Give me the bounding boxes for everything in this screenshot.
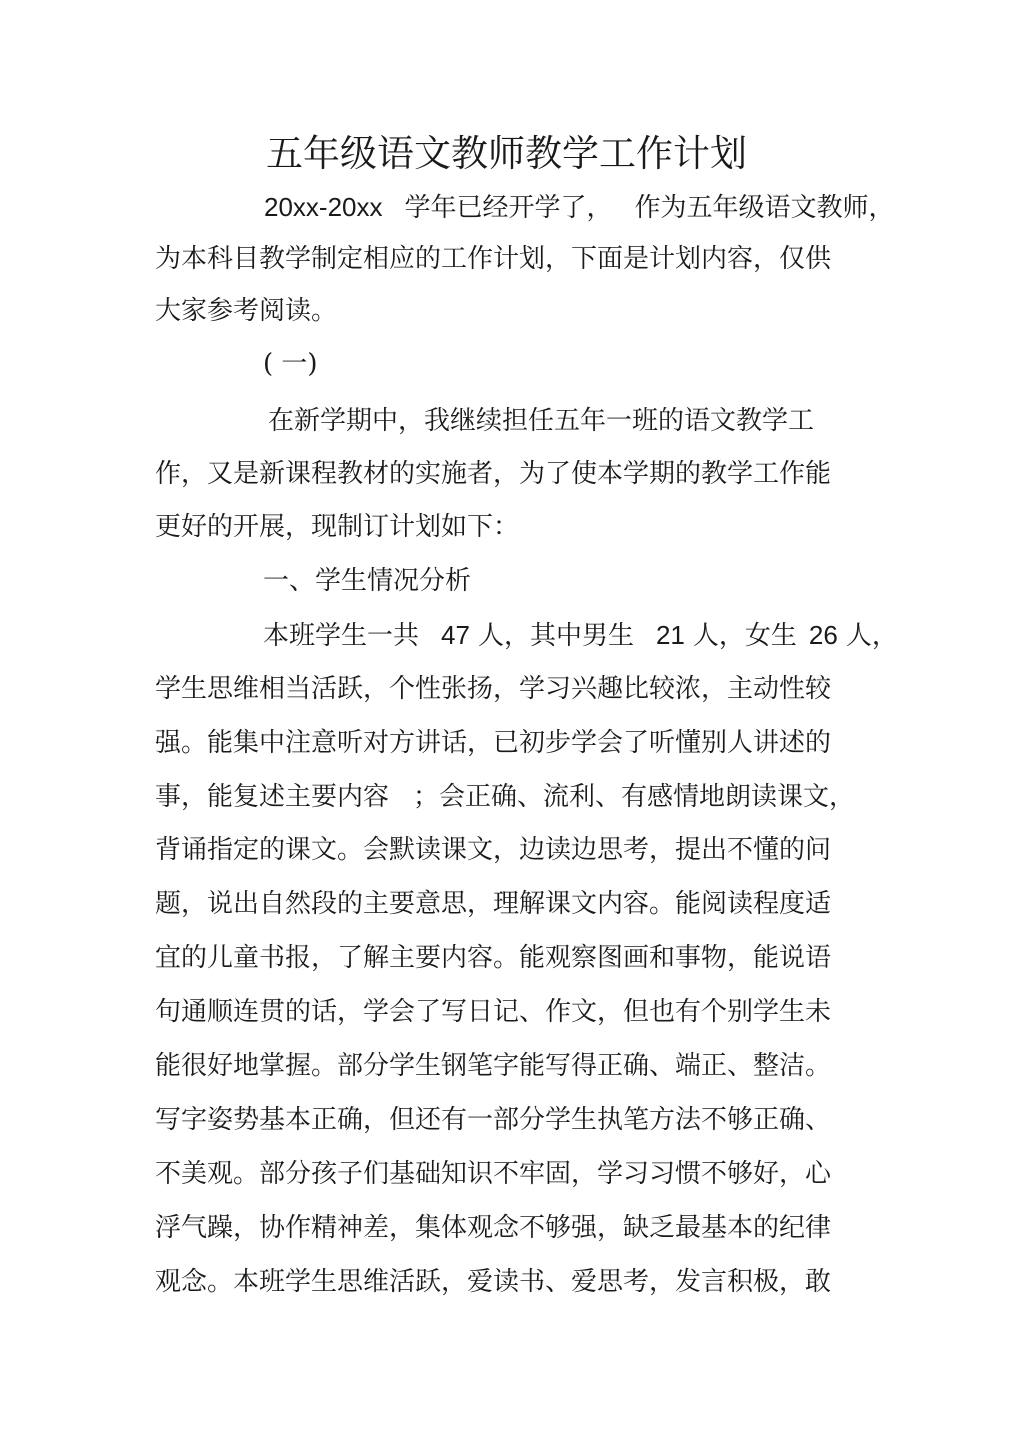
intro-year-range: 20xx-20xx xyxy=(264,192,383,222)
para2-line-6: 题，说出自然段的主要意思，理解课文内容。能阅读程度适 xyxy=(155,889,832,919)
para2-line-5: 背诵指定的课文。会默读课文，边读边思考，提出不懂的问 xyxy=(155,835,832,865)
para2-line-9: 能很好地掌握。部分学生钢笔字能写得正确、端正、整洁。 xyxy=(155,1051,832,1081)
para2-line-11: 不美观。部分孩子们基础知识不牢固，学习习惯不够好，心 xyxy=(155,1159,832,1189)
para2-line-10: 写字姿势基本正确，但还有一部分学生执笔方法不够正确、 xyxy=(155,1105,832,1135)
para2-text-d: 人， xyxy=(845,621,898,651)
para2-line-4 xyxy=(155,779,855,815)
para2-text-f: ；会正确、流利、有感情地朗读课文， xyxy=(413,782,856,812)
section-heading-student-analysis: 一、学生情况分析 xyxy=(263,566,472,596)
para2-line-2: 学生思维相当活跃，个性张扬，学习兴趣比较浓，主动性较 xyxy=(155,674,832,704)
para2-line-7: 宜的儿童书报，了解主要内容。能观察图画和事物，能说语 xyxy=(155,943,832,973)
intro-text-b: 作为五年级语文教师， xyxy=(634,193,895,223)
intro-line-1 xyxy=(264,189,895,226)
para2-text-c: 人，女生 xyxy=(692,621,797,651)
male-student-count: 21 xyxy=(655,620,685,650)
para2-text-e: 事，能复述主要内容 xyxy=(155,782,390,812)
para2-line-1 xyxy=(263,617,898,654)
student-total-count: 47 xyxy=(441,620,470,650)
para1-line-1: 在新学期中，我继续担任五年一班的语文教学工 xyxy=(268,406,815,436)
para2-text-a: 本班学生一共 xyxy=(263,621,420,651)
para2-line-3: 强。能集中注意听对方讲话，已初步学会了听懂别人讲述的 xyxy=(155,728,832,758)
intro-text-a: 学年已经开学了， xyxy=(404,193,613,223)
intro-line-2: 为本科目教学制定相应的工作计划，下面是计划内容，仅供 xyxy=(155,244,832,274)
para2-line-13: 观念。本班学生思维活跃，爱读书、爱思考，发言积极，敢 xyxy=(155,1267,832,1297)
para2-line-12: 浮气躁，协作精神差，集体观念不够强，缺乏最基本的纪律 xyxy=(155,1213,832,1243)
para2-line-8: 句通顺连贯的话，学会了写日记、作文，但也有个别学生未 xyxy=(155,997,832,1027)
document-title: 五年级语文教师教学工作计划 xyxy=(266,132,747,175)
section-marker: ( 一) xyxy=(263,349,318,379)
female-student-count: 26 xyxy=(808,620,838,650)
para2-text-b: 人，其中男生 xyxy=(477,621,634,651)
para1-line-2: 作，又是新课程教材的实施者，为了使本学期的教学工作能 xyxy=(155,459,832,489)
para1-line-3: 更好的开展，现制订计划如下： xyxy=(155,512,520,542)
intro-line-3: 大家参考阅读。 xyxy=(155,296,338,326)
